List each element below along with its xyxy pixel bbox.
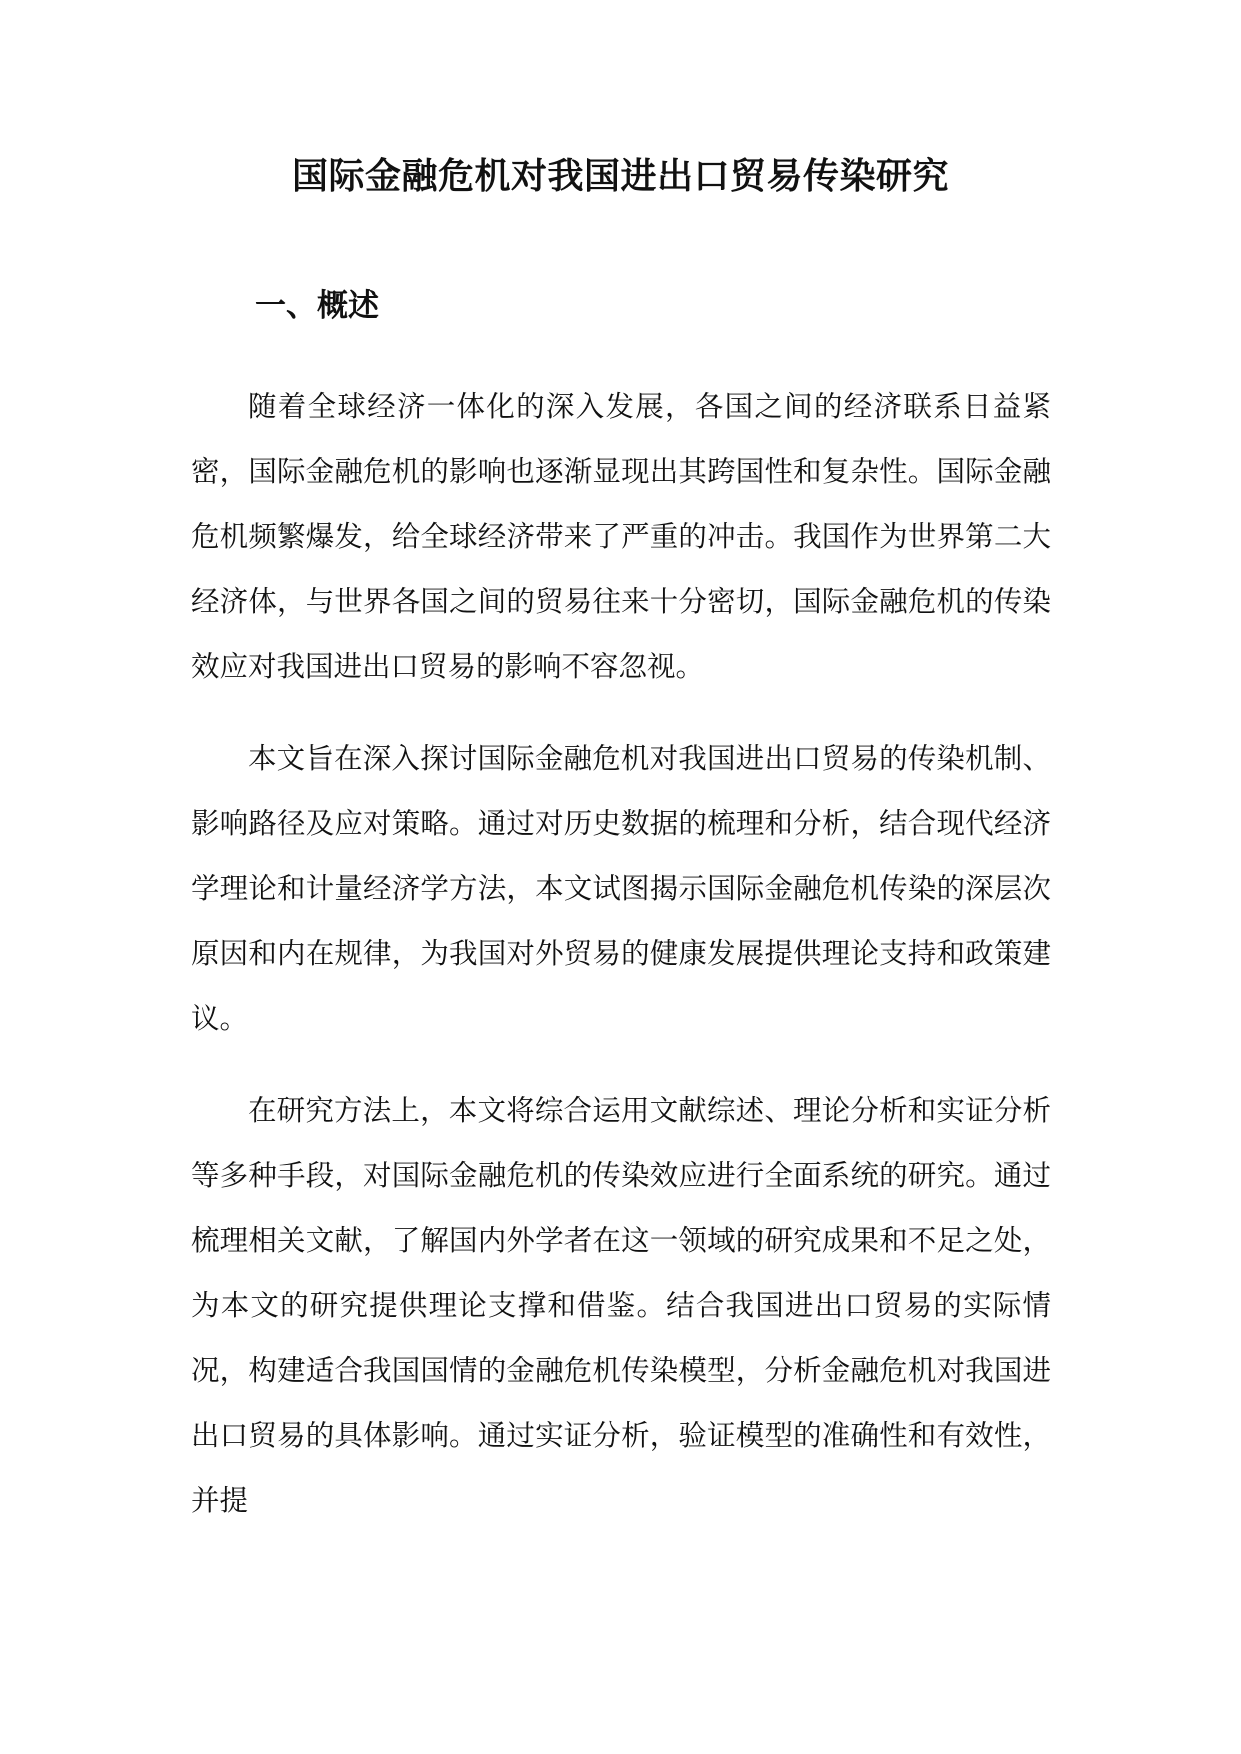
body-paragraph: 随着全球经济一体化的深入发展，各国之间的经济联系日益紧密，国际金融危机的影响也逐渐显现出其跨国性和复杂性。国际金融危机频繁爆发，给全球经济带来了严重的冲击。我国作为世界第二大经济体，与世界各国之间的贸易往来十分密切，国际金融危机的传染效应对我国进出口贸易的影响不容忽视。	[191, 390, 1051, 683]
section-heading: 一、概述	[255, 288, 379, 324]
body-paragraph: 在研究方法上，本文将综合运用文献综述、理论分析和实证分析等多种手段，对国际金融危机的传染效应进行全面系统的研究。通过梳理相关文献，了解国内外学者在这一领域的研究成果和不足之处，为本文的研究提供理论支撑和借鉴。结合我国进出口贸易的实际情况，构建适合我国国情的金融危机传染模型，分析金融危机对我国进出口贸易的具体影响。通过实证分析，验证模型的准确性和有效性，并提	[191, 1094, 1051, 1517]
body-paragraph: 本文旨在深入探讨国际金融危机对我国进出口贸易的传染机制、影响路径及应对策略。通过对历史数据的梳理和分析，结合现代经济学理论和计量经济学方法，本文试图揭示国际金融危机传染的深层次原因和内在规律，为我国对外贸易的健康发展提供理论支持和政策建议。	[191, 742, 1051, 1035]
document-title: 国际金融危机对我国进出口贸易传染研究	[291, 156, 949, 197]
